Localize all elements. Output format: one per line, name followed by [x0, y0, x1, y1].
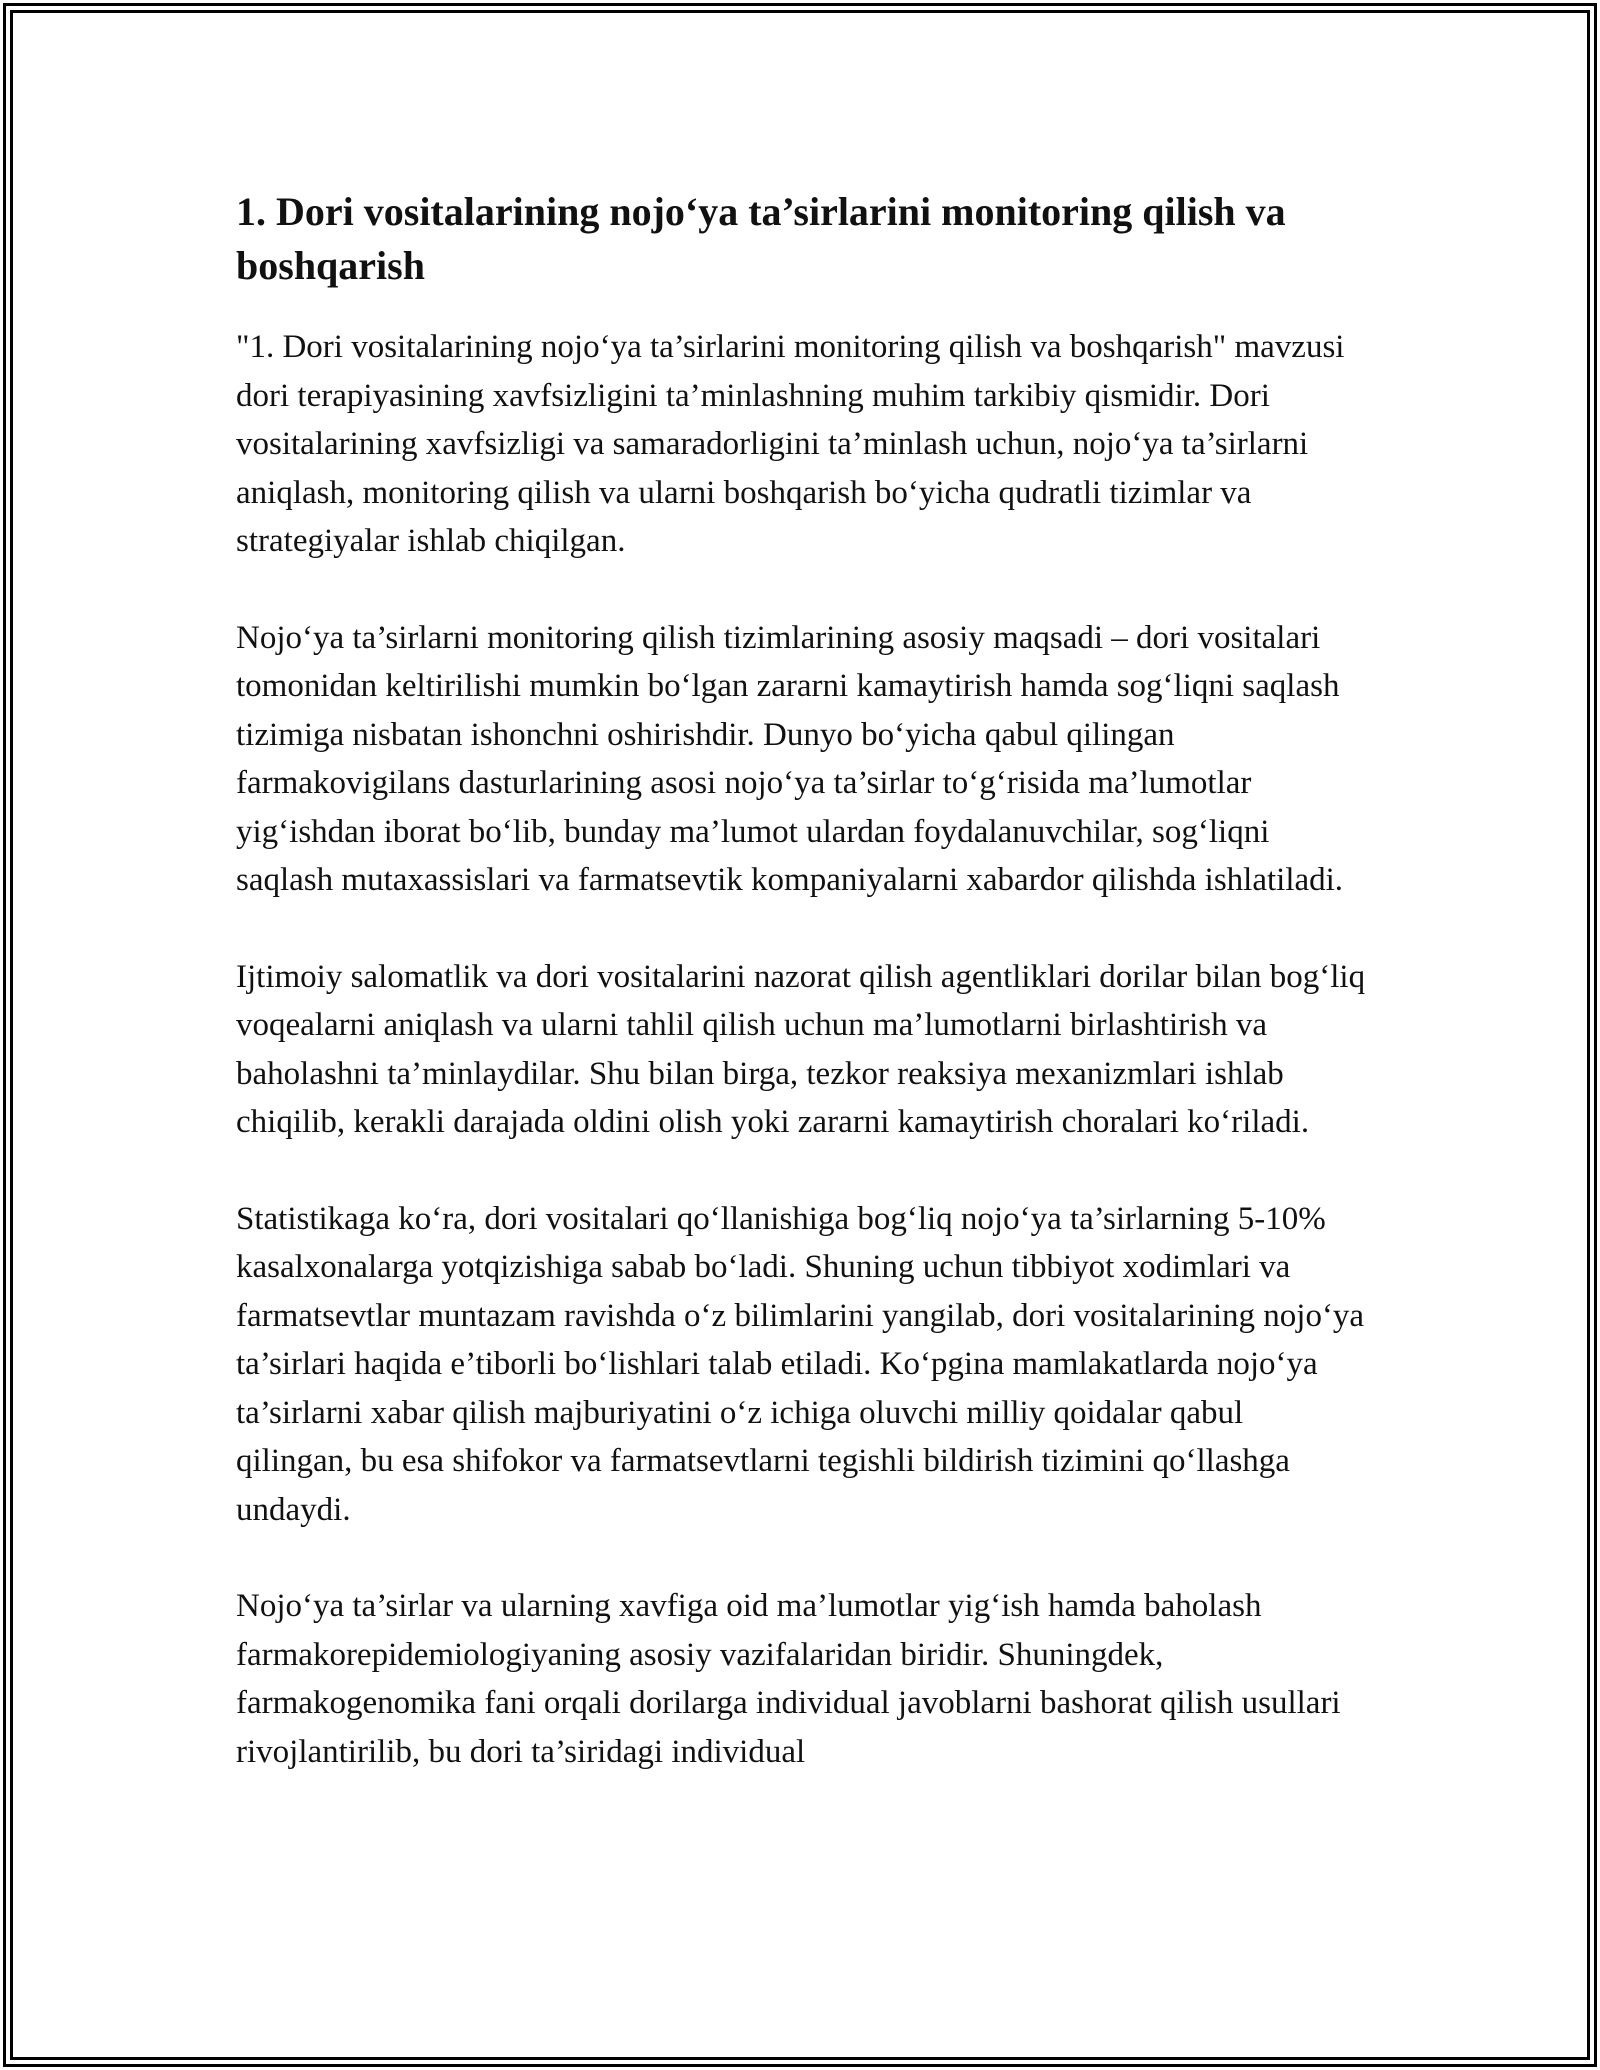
- paragraph-statistics: Statistikaga ko‘ra, dori vositalari qo‘llanishiga bog‘liq nojo‘ya ta’sirlarning 5-10% kasalxonalarga yotqizishiga sabab bo‘ladi. Shuning uchun tibbiyot xodimlari va farmatsevtlar muntazam ravishda o‘z bilimlarini yangilab, dori vositalarining nojo‘ya ta’sirlari haqida e’tiborli bo‘lishlari talab etiladi. Ko‘pgina mamlakatlarda nojo‘ya ta’sirlarni xabar qilish majburiyatini o‘z ichiga oluvchi milliy qoidalar qabul qilingan, bu esa shifokor va farmatsevtlarni tegishli bildirish tizimini qo‘llashga undaydi.: [236, 1200, 1365, 1528]
- section-heading: 1. Dori vositalarining nojo‘ya ta’sirlarini monitoring qilish va boshqarish: [236, 189, 1286, 288]
- paragraph-monitoring-goal: Nojo‘ya ta’sirlarni monitoring qilish tizimlarining asosiy maqsadi – dori vositalari tomonidan keltirilishi mumkin bo‘lgan zararni kamaytirish hamda sog‘liqni saqlash tizimiga nisbatan ishonchni oshirishdir. Dunyo bo‘yicha qabul qilingan farmakovigilans dasturlarining asosi nojo‘ya ta’sirlar to‘g‘risida ma’lumotlar yig‘ishdan iborat bo‘lib, bunday ma’lumot ulardan foydalanuvchilar, sog‘liqni saqlash mutaxassislari va farmatsevtik kompaniyalarni xabardor qilishda ishlatiladi.: [236, 619, 1344, 898]
- document-body: [236, 185, 1366, 1824]
- paragraph-intro: "1. Dori vositalarining nojo‘ya ta’sirlarini monitoring qilish va boshqarish" mavzusi dori terapiyasining xavfsizligini ta’minlashning muhim tarkibiy qismidir. Dori vositalarining xavfsizligi va samaradorligini ta’minlash uchun, nojo‘ya ta’sirlarni aniqlash, monitoring qilish va ularni boshqarish bo‘yicha qudratli tizimlar va strategiyalar ishlab chiqilgan.: [236, 329, 1345, 559]
- paragraph-agencies: Ijtimoiy salomatlik va dori vositalarini nazorat qilish agentliklari dorilar bilan bog‘liq voqealarni aniqlash va ularni tahlil qilish uchun ma’lumotlarni birlashtirish va baholashni ta’minlaydilar. Shu bilan birga, tezkor reaksiya mexanizmlari ishlab chiqilib, kerakli darajada oldini olish yoki zararni kamaytirish choralari ko‘riladi.: [236, 958, 1366, 1140]
- paragraph-pharmacoepidemiology: Nojo‘ya ta’sirlar va ularning xavfiga oid ma’lumotlar yig‘ish hamda baholash farmakorepidemiologiyaning asosiy vazifalaridan biridir. Shuningdek, farmakogenomika fani orqali dorilarga individual javoblarni bashorat qilish usullari rivojlantirilib, bu dori ta’siridagi individual: [236, 1588, 1341, 1770]
